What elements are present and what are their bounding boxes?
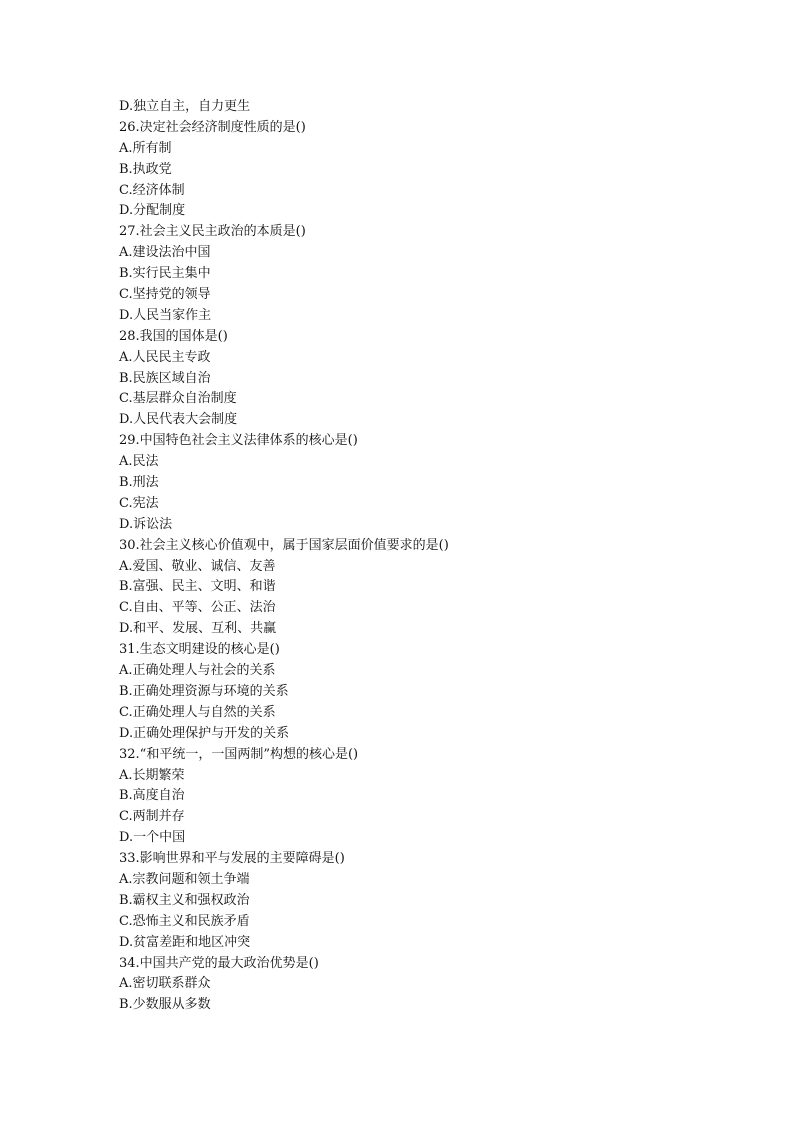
answer-option-a: A.正确处理人与社会的关系 [119, 663, 276, 679]
question-stem: 33.影响世界和平与发展的主要障碍是() [119, 851, 345, 867]
answer-option-c: C.经济体制 [119, 182, 185, 198]
question-stem: 34.中国共产党的最大政治优势是() [119, 955, 319, 971]
answer-option-a: A.宗教问题和领土争端 [119, 871, 250, 887]
answer-option-b: B.刑法 [119, 475, 159, 491]
answer-option-a: A.民法 [119, 454, 159, 470]
answer-option-b: B.民族区域自治 [119, 370, 211, 386]
answer-option-a: A.密切联系群众 [119, 976, 211, 992]
answer-option-b: B.少数服从多数 [119, 997, 211, 1013]
answer-option-b: B.高度自治 [119, 788, 185, 804]
answer-option-d: D.一个中国 [119, 830, 186, 846]
answer-option-c: C.正确处理人与自然的关系 [119, 704, 276, 720]
answer-option-a: A.建设法治中国 [119, 245, 211, 261]
answer-option-c: C.坚持党的领导 [119, 287, 211, 303]
answer-option-d: D.独立自主，自力更生 [119, 99, 251, 114]
question-stem: 31.生态文明建设的核心是() [119, 642, 280, 658]
answer-option-d: D.人民当家作主 [119, 307, 212, 323]
answer-option-c: C.宪法 [119, 495, 159, 511]
answer-option-d: D.和平、发展、互利、共赢 [119, 621, 277, 637]
answer-option-b: B.霸权主义和强权政治 [119, 892, 250, 908]
question-stem: 32.“和平统一，一国两制”构想的核心是() [119, 746, 359, 762]
answer-option-b: B.执政党 [119, 161, 172, 177]
answer-option-d: D.人民代表大会制度 [119, 412, 238, 428]
answer-option-a: A.所有制 [119, 140, 172, 156]
answer-option-d: D.诉讼法 [119, 516, 173, 532]
question-list [119, 97, 719, 1016]
answer-option-a: A.人民民主专政 [119, 349, 211, 365]
answer-option-d: D.正确处理保护与开发的关系 [119, 725, 290, 741]
question-stem: 28.我国的国体是() [119, 328, 228, 344]
answer-option-c: C.恐怖主义和民族矛盾 [119, 913, 250, 929]
answer-option-b: B.富强、民主、文明、和谐 [119, 579, 276, 595]
answer-option-c: C.两制并存 [119, 809, 185, 825]
question-stem: 26.决定社会经济制度性质的是() [119, 119, 306, 135]
answer-option-d: D.分配制度 [119, 203, 186, 219]
answer-option-d: D.贫富差距和地区冲突 [119, 934, 251, 950]
answer-option-a: A.长期繁荣 [119, 767, 185, 783]
question-stem: 29.中国特色社会主义法律体系的核心是() [119, 433, 358, 449]
answer-option-b: B.正确处理资源与环境的关系 [119, 683, 289, 699]
answer-option-c: C.基层群众自治制度 [119, 391, 237, 407]
answer-option-c: C.自由、平等、公正、法治 [119, 600, 276, 616]
question-stem: 27.社会主义民主政治的本质是() [119, 224, 306, 240]
question-stem: 30.社会主义核心价值观中，属于国家层面价值要求的是() [119, 537, 449, 553]
answer-option-b: B.实行民主集中 [119, 266, 211, 282]
answer-option-a: A.爱国、敬业、诚信、友善 [119, 558, 276, 574]
